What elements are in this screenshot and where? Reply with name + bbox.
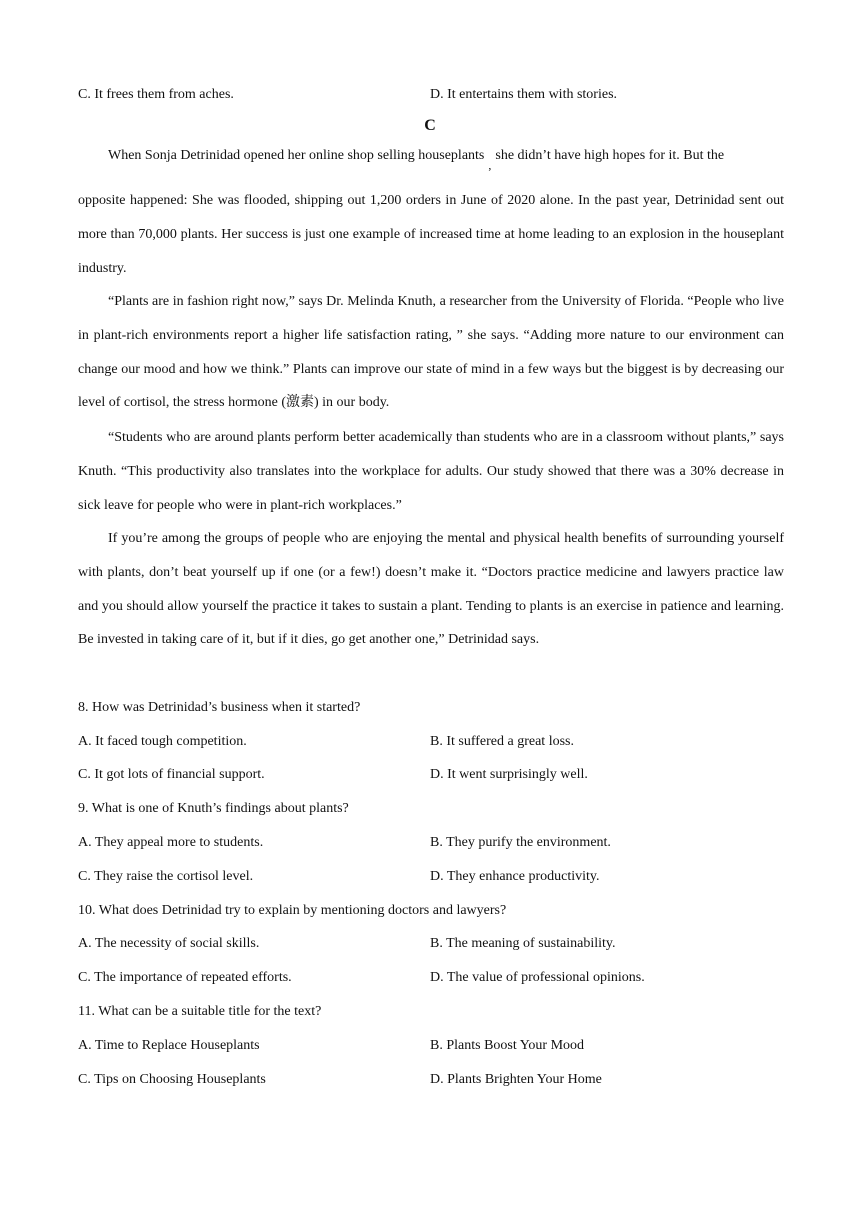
question-10-stem: 10. What does Detrinidad try to explain by mentioning doctors and lawyers? xyxy=(78,903,507,918)
question-11-options-row-1 xyxy=(78,1038,782,1058)
section-heading: C xyxy=(424,117,436,134)
passage-paragraph-4: If you’re among the groups of people who are enjoying the mental and physical health benefits of surrounding yourself with plants, don’t beat yourself up if one (or a few!) doesn’t make it. “Doctors practice medicine and lawyers practice law and you should allow yourself the practice it takes to sustain a plant. Tending to plants is an exercise in patience and learning. Be invested in taking care of it, but if it dies, go get another one,” Detrinidad says. xyxy=(78,531,784,648)
question-10-option-b[interactable]: B. The meaning of sustainability. xyxy=(430,936,616,951)
question-8-option-b[interactable]: B. It suffered a great loss. xyxy=(430,734,574,749)
prev-option-d: D. It entertains them with stories. xyxy=(430,87,618,102)
question-8-option-c[interactable]: C. It got lots of financial support. xyxy=(78,767,265,782)
passage-paragraph-2: “Plants are in fashion right now,” says Dr. Melinda Knuth, a researcher from the University of Florida. “People who live in plant-rich environments report a higher life satisfaction rating, ” she says. “Adding more nature to our environment can change our mood and how we think.” Plants can improve our state of mind in a few ways but the biggest is by decreasing our level of cortisol, the stress hormone (激素) in our body. xyxy=(78,294,784,411)
question-9-options-row-2 xyxy=(78,869,782,889)
passage-paragraph-3: “Students who are around plants perform better academically than students who are in a classroom without plants,” says Knuth. “This productivity also translates into the workplace for adults. Our study showed that there was a 30% decrease in sick leave for people who were in plant-rich workplaces.” xyxy=(78,430,784,513)
passage-p1-comma: , xyxy=(488,158,492,172)
passage-p1-line1: When Sonja Detrinidad opened her online shop selling houseplants xyxy=(108,148,485,163)
question-9-stem: 9. What is one of Knuth’s findings about plants? xyxy=(78,801,349,816)
passage-p1-line1-rest: she didn’t have high hopes for it. But the xyxy=(495,148,725,163)
question-9-option-d[interactable]: D. They enhance productivity. xyxy=(430,869,600,884)
question-9-option-c[interactable]: C. They raise the cortisol level. xyxy=(78,869,254,884)
question-11-option-c[interactable]: C. Tips on Choosing Houseplants xyxy=(78,1072,266,1087)
question-10-options-row-1 xyxy=(78,936,782,956)
question-10-option-c[interactable]: C. The importance of repeated efforts. xyxy=(78,970,292,985)
question-10-option-d[interactable]: D. The value of professional opinions. xyxy=(430,970,645,985)
question-11-stem: 11. What can be a suitable title for the text? xyxy=(78,1004,322,1019)
question-8-option-d[interactable]: D. It went surprisingly well. xyxy=(430,767,588,782)
passage-paragraph-1-continued: opposite happened: She was flooded, shipping out 1,200 orders in June of 2020 alone. In the past year, Detrinidad sent out more than 70,000 plants. Her success is just one example of increased time at home leading to an explosion in the houseplant industry. xyxy=(78,193,784,276)
question-11-option-a[interactable]: A. Time to Replace Houseplants xyxy=(78,1038,260,1053)
question-11-options-row-2 xyxy=(78,1072,782,1092)
question-8-options-row-2 xyxy=(78,767,782,787)
question-10-option-a[interactable]: A. The necessity of social skills. xyxy=(78,936,260,951)
prev-option-c: C. It frees them from aches. xyxy=(78,87,234,102)
question-9-option-a[interactable]: A. They appeal more to students. xyxy=(78,835,264,850)
question-11-option-b[interactable]: B. Plants Boost Your Mood xyxy=(430,1038,585,1053)
question-10-options-row-2 xyxy=(78,970,782,990)
question-9-options-row-1 xyxy=(78,835,782,855)
question-8-options-row-1 xyxy=(78,734,782,754)
question-11-option-d[interactable]: D. Plants Brighten Your Home xyxy=(430,1072,602,1087)
prev-options-row xyxy=(78,87,782,107)
question-9-option-b[interactable]: B. They purify the environment. xyxy=(430,835,611,850)
question-8-option-a[interactable]: A. It faced tough competition. xyxy=(78,734,247,749)
question-8-stem: 8. How was Detrinidad’s business when it started? xyxy=(78,700,361,715)
passage-paragraph-1 xyxy=(78,139,784,183)
